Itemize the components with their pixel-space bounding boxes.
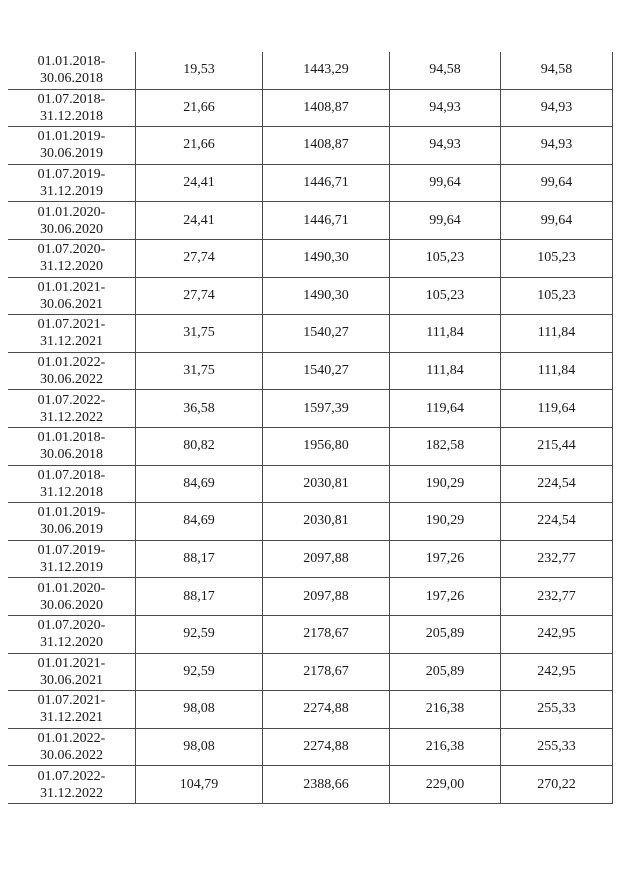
table-row [8,315,613,353]
value-cell-col4: 232,77 [501,578,613,616]
tariff-table [8,52,613,804]
value-cell-col1: 31,75 [136,352,263,390]
value-cell-col3: 105,23 [390,277,501,315]
value-cell-col2: 1408,87 [263,127,390,165]
value-cell-col2: 1490,30 [263,277,390,315]
value-cell-col4: 270,22 [501,766,613,804]
table-row [8,540,613,578]
value-cell-col4: 94,58 [501,52,613,89]
table-row [8,503,613,541]
table-row [8,164,613,202]
value-cell-col4: 111,84 [501,315,613,353]
value-cell-col4: 232,77 [501,540,613,578]
value-cell-col3: 190,29 [390,503,501,541]
period-cell: 01.01.2019- 30.06.2019 [8,127,136,165]
value-cell-col2: 2097,88 [263,578,390,616]
period-cell: 01.07.2020- 31.12.2020 [8,239,136,277]
value-cell-col3: 94,93 [390,89,501,127]
period-cell: 01.07.2021- 31.12.2021 [8,691,136,729]
table-row [8,89,613,127]
period-cell: 01.01.2021- 30.06.2021 [8,277,136,315]
table-row [8,615,613,653]
value-cell-col3: 229,00 [390,766,501,804]
value-cell-col3: 111,84 [390,315,501,353]
value-cell-col2: 2178,67 [263,653,390,691]
value-cell-col2: 1443,29 [263,52,390,89]
period-cell: 01.07.2019- 31.12.2019 [8,164,136,202]
value-cell-col3: 105,23 [390,239,501,277]
value-cell-col4: 119,64 [501,390,613,428]
value-cell-col3: 197,26 [390,578,501,616]
value-cell-col1: 92,59 [136,653,263,691]
value-cell-col3: 111,84 [390,352,501,390]
table-row [8,728,613,766]
table-row [8,52,613,89]
tariff-table-body [8,52,613,803]
value-cell-col3: 94,93 [390,127,501,165]
table-row [8,390,613,428]
period-cell: 01.07.2020- 31.12.2020 [8,615,136,653]
value-cell-col3: 99,64 [390,164,501,202]
value-cell-col2: 2030,81 [263,503,390,541]
table-row [8,202,613,240]
value-cell-col2: 2178,67 [263,615,390,653]
value-cell-col3: 119,64 [390,390,501,428]
period-cell: 01.01.2021- 30.06.2021 [8,653,136,691]
value-cell-col3: 216,38 [390,691,501,729]
value-cell-col4: 242,95 [501,653,613,691]
value-cell-col1: 36,58 [136,390,263,428]
value-cell-col1: 27,74 [136,277,263,315]
table-row [8,277,613,315]
value-cell-col2: 1446,71 [263,202,390,240]
value-cell-col1: 92,59 [136,615,263,653]
table-row [8,352,613,390]
period-cell: 01.07.2019- 31.12.2019 [8,540,136,578]
period-cell: 01.01.2022- 30.06.2022 [8,352,136,390]
value-cell-col4: 94,93 [501,127,613,165]
value-cell-col4: 105,23 [501,277,613,315]
value-cell-col4: 105,23 [501,239,613,277]
value-cell-col1: 88,17 [136,578,263,616]
period-cell: 01.01.2020- 30.06.2020 [8,202,136,240]
table-row [8,465,613,503]
value-cell-col4: 242,95 [501,615,613,653]
period-cell: 01.07.2022- 31.12.2022 [8,390,136,428]
period-cell: 01.01.2022- 30.06.2022 [8,728,136,766]
value-cell-col1: 98,08 [136,728,263,766]
value-cell-col3: 190,29 [390,465,501,503]
value-cell-col1: 88,17 [136,540,263,578]
period-cell: 01.01.2018- 30.06.2018 [8,427,136,465]
period-cell: 01.01.2019- 30.06.2019 [8,503,136,541]
value-cell-col4: 99,64 [501,202,613,240]
table-row [8,766,613,804]
table-row [8,691,613,729]
value-cell-col4: 94,93 [501,89,613,127]
value-cell-col4: 111,84 [501,352,613,390]
value-cell-col2: 1540,27 [263,352,390,390]
value-cell-col1: 84,69 [136,503,263,541]
table-row [8,239,613,277]
value-cell-col2: 2274,88 [263,728,390,766]
table-row [8,653,613,691]
period-cell: 01.01.2020- 30.06.2020 [8,578,136,616]
value-cell-col2: 1446,71 [263,164,390,202]
value-cell-col4: 255,33 [501,728,613,766]
value-cell-col3: 94,58 [390,52,501,89]
value-cell-col1: 21,66 [136,89,263,127]
value-cell-col3: 205,89 [390,653,501,691]
value-cell-col4: 215,44 [501,427,613,465]
value-cell-col2: 1540,27 [263,315,390,353]
value-cell-col3: 216,38 [390,728,501,766]
period-cell: 01.07.2022- 31.12.2022 [8,766,136,804]
value-cell-col2: 2274,88 [263,691,390,729]
value-cell-col1: 80,82 [136,427,263,465]
value-cell-col1: 27,74 [136,239,263,277]
value-cell-col4: 224,54 [501,465,613,503]
table-row [8,578,613,616]
value-cell-col1: 24,41 [136,164,263,202]
value-cell-col3: 205,89 [390,615,501,653]
value-cell-col1: 98,08 [136,691,263,729]
page-bottom-margin [0,808,640,878]
period-cell: 01.07.2018- 31.12.2018 [8,465,136,503]
value-cell-col1: 21,66 [136,127,263,165]
value-cell-col2: 1956,80 [263,427,390,465]
value-cell-col4: 99,64 [501,164,613,202]
value-cell-col3: 99,64 [390,202,501,240]
value-cell-col2: 2097,88 [263,540,390,578]
value-cell-col1: 19,53 [136,52,263,89]
table-row [8,127,613,165]
value-cell-col3: 197,26 [390,540,501,578]
period-cell: 01.07.2021- 31.12.2021 [8,315,136,353]
value-cell-col4: 255,33 [501,691,613,729]
value-cell-col1: 84,69 [136,465,263,503]
value-cell-col3: 182,58 [390,427,501,465]
value-cell-col2: 2388,66 [263,766,390,804]
value-cell-col4: 224,54 [501,503,613,541]
value-cell-col2: 1597,39 [263,390,390,428]
period-cell: 01.07.2018- 31.12.2018 [8,89,136,127]
value-cell-col1: 24,41 [136,202,263,240]
value-cell-col2: 2030,81 [263,465,390,503]
value-cell-col1: 104,79 [136,766,263,804]
value-cell-col1: 31,75 [136,315,263,353]
table-row [8,427,613,465]
value-cell-col2: 1490,30 [263,239,390,277]
period-cell: 01.01.2018- 30.06.2018 [8,52,136,89]
value-cell-col2: 1408,87 [263,89,390,127]
